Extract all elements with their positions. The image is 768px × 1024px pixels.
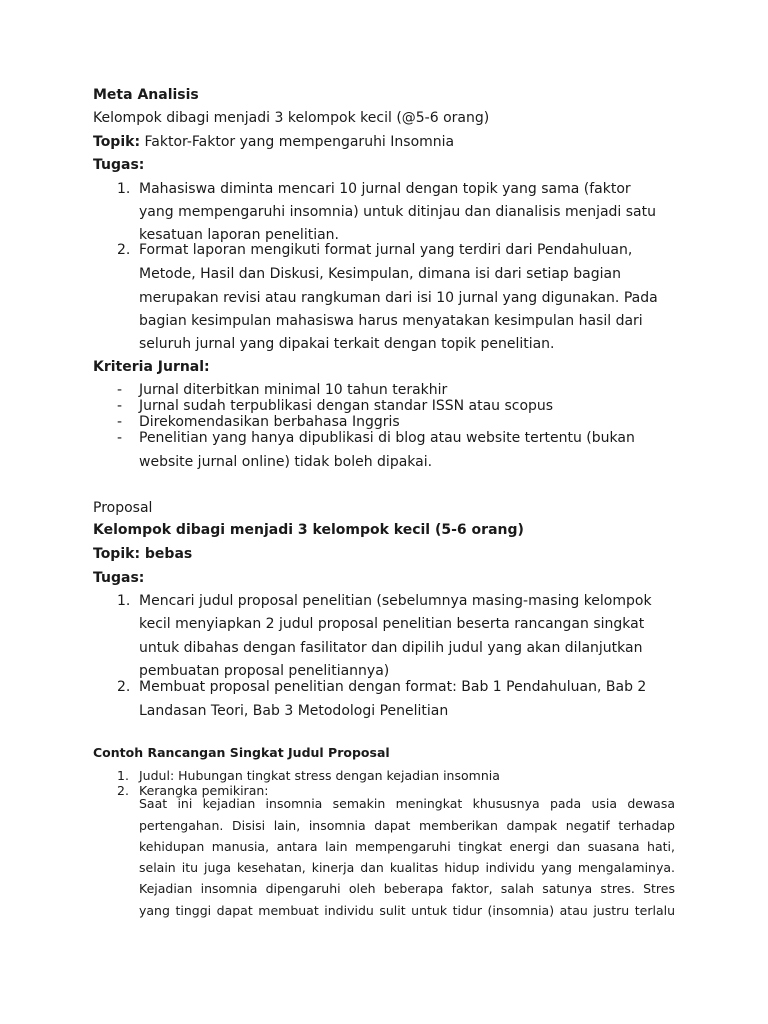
kerangka-paragraph-line-6: yang tinggi dapat membuat individu sulit untuk tidur (insomnia) atau justru terlalu — [139, 903, 675, 918]
meta-task-2-number: 2. — [117, 242, 131, 258]
contoh-item-1: Judul: Hubungan tingkat stress dengan kejadian insomnia — [139, 768, 500, 783]
meta-task-1-line-3: kesatuan laporan penelitian. — [139, 227, 339, 243]
meta-task-2-line-3: merupakan revisi atau rangkuman dari isi 10 jurnal yang digunakan. Pada — [139, 290, 658, 306]
proposal-task-1-line-1: Mencari judul proposal penelitian (sebelumnya masing-masing kelompok — [139, 593, 652, 609]
kriteria-3-dash: - — [117, 414, 123, 430]
proposal-tugas-label: Tugas: — [93, 570, 145, 586]
meta-topik-label: Topik: — [93, 134, 141, 150]
proposal-task-1-line-4: pembuatan proposal penelitiannya) — [139, 663, 390, 679]
contoh-title: Contoh Rancangan Singkat Judul Proposal — [93, 745, 390, 760]
proposal-topik: Topik: bebas — [93, 546, 193, 562]
kriteria-1: Jurnal diterbitkan minimal 10 tahun terakhir — [139, 382, 448, 398]
section-title-proposal: Proposal — [93, 500, 153, 516]
kriteria-4-line-1: Penelitian yang hanya dipublikasi di blog atau website tertentu (bukan — [139, 430, 635, 446]
kriteria-4-line-2: website jurnal online) tidak boleh dipakai. — [139, 454, 433, 470]
kriteria-2-dash: - — [117, 398, 123, 414]
kerangka-paragraph-line-3: kehidupan manusia, antara lain mempengaruhi tingkat energi dan suasana hati, — [139, 839, 675, 854]
meta-topik — [93, 133, 454, 151]
kriteria-4-dash: - — [117, 430, 123, 446]
kriteria-3: Direkomendasikan berbahasa Inggris — [139, 414, 400, 430]
proposal-task-1-line-2: kecil menyiapkan 2 judul proposal penelitian beserta rancangan singkat — [139, 616, 645, 632]
proposal-task-2-line-1: Membuat proposal penelitian dengan format: Bab 1 Pendahuluan, Bab 2 — [139, 679, 647, 695]
meta-task-2-line-4: bagian kesimpulan mahasiswa harus menyatakan kesimpulan hasil dari — [139, 313, 643, 329]
meta-task-2-line-5: seluruh jurnal yang dipakai terkait dengan topik penelitian. — [139, 336, 555, 352]
kerangka-paragraph-line-5: Kejadian insomnia dipengaruhi oleh beberapa faktor, salah satunya stres. Stres — [139, 881, 675, 896]
proposal-task-2-number: 2. — [117, 679, 131, 695]
meta-tugas-label: Tugas: — [93, 157, 145, 173]
meta-task-1-line-2: yang mempengaruhi insomnia) untuk ditinjau dan dianalisis menjadi satu — [139, 204, 657, 220]
kriteria-2: Jurnal sudah terpublikasi dengan standar ISSN atau scopus — [139, 398, 554, 414]
meta-task-2-line-1: Format laporan mengikuti format jurnal yang terdiri dari Pendahuluan, — [139, 242, 633, 258]
proposal-task-1-number: 1. — [117, 593, 131, 609]
kriteria-1-dash: - — [117, 382, 123, 398]
meta-task-2-line-2: Metode, Hasil dan Diskusi, Kesimpulan, dimana isi dari setiap bagian — [139, 266, 621, 282]
meta-intro: Kelompok dibagi menjadi 3 kelompok kecil (@5-6 orang) — [93, 110, 490, 126]
proposal-intro: Kelompok dibagi menjadi 3 kelompok kecil (5-6 orang) — [93, 522, 524, 538]
contoh-item-2-number: 2. — [117, 783, 129, 798]
meta-topik-value: Faktor-Faktor yang mempengaruhi Insomnia — [140, 134, 455, 150]
contoh-item-1-number: 1. — [117, 768, 129, 783]
meta-task-1-number: 1. — [117, 181, 131, 197]
kerangka-paragraph-line-1: Saat ini kejadian insomnia semakin meningkat khususnya pada usia dewasa — [139, 796, 675, 811]
contoh-item-2: Kerangka pemikiran: — [139, 783, 269, 798]
proposal-task-1-line-3: untuk dibahas dengan fasilitator dan dipilih judul yang akan dilanjutkan — [139, 640, 643, 656]
meta-task-1-line-1: Mahasiswa diminta mencari 10 jurnal dengan topik yang sama (faktor — [139, 181, 631, 197]
kerangka-paragraph-line-2: pertengahan. Disisi lain, insomnia dapat memberikan dampak negatif terhadap — [139, 818, 675, 833]
kriteria-jurnal-label: Kriteria Jurnal: — [93, 359, 210, 375]
kerangka-paragraph-line-4: selain itu juga kesehatan, kinerja dan kualitas hidup individu yang mengalaminya. — [139, 860, 675, 875]
proposal-task-2-line-2: Landasan Teori, Bab 3 Metodologi Penelitian — [139, 703, 449, 719]
section-title-meta-analisis: Meta Analisis — [93, 87, 199, 103]
